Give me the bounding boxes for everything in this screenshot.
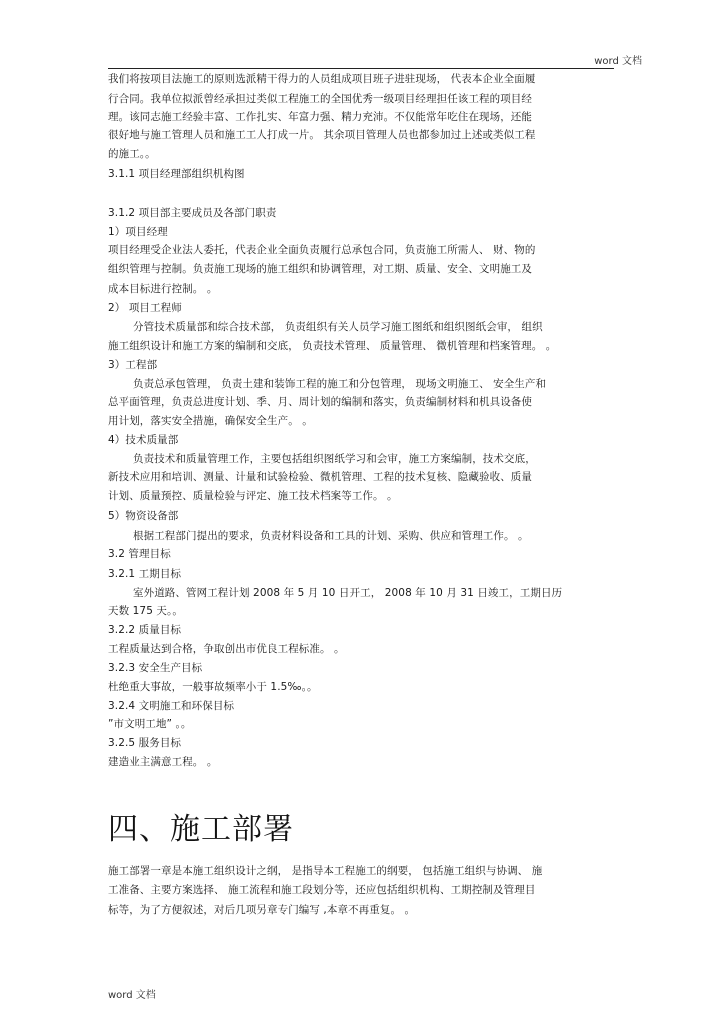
body-line: 工准备、主要方案选择、 施工流程和施工段划分等，还应包括组织机构、工期控制及管理目: [108, 884, 536, 896]
body-line: 负责总承包管理， 负责土建和装饰工程的施工和分包管理， 现场文明施工、 安全生产和: [133, 378, 547, 390]
body-line: 项目经理受企业法人委托，代表企业全面负责履行总承包合同，负责施工所需人、 财、物的: [108, 244, 536, 256]
heading-3-2-2: 3.2.2 质量目标: [108, 624, 182, 636]
body-line: 施工组织设计和施工方案的编制和交底， 负责技术管理、 质量管理、 微机管理和档案管理。 。: [108, 340, 557, 352]
body-line: 负责技术和质量管理工作，主要包括组织图纸学习和会审，施工方案编制，技术交底，: [133, 453, 536, 465]
body-line: 成本目标进行控制。 。: [108, 283, 218, 295]
body-line: 分管技术质量部和综合技术部， 负责组织有关人员学习施工图纸和组织图纸会审， 组织: [133, 321, 543, 333]
body-line: 行合同。我单位拟派曾经承担过类似工程施工的全国优秀一级项目经理担任该工程的项目经: [108, 93, 532, 105]
item-heading: 2） 项目工程师: [108, 302, 182, 314]
heading-3-2: 3.2 管理目标: [108, 548, 171, 560]
heading-3-2-4: 3.2.4 文明施工和环保目标: [108, 700, 235, 712]
heading-3-2-3: 3.2.3 安全生产目标: [108, 662, 203, 674]
body-line: ”市文明工地” 。。: [108, 718, 192, 730]
chapter-heading: 四、施工部署: [108, 812, 294, 847]
page-footer-label: word 文档: [108, 990, 156, 1001]
body-line: 天数 175 天。。: [108, 605, 183, 617]
item-heading: 1）项目经理: [108, 226, 168, 238]
body-line: 根据工程部门提出的要求，负责材料设备和工具的计划、采购、供应和管理工作。 。: [133, 530, 529, 542]
body-line: 组织管理与控制。负责施工现场的施工组织和协调管理，对工期、质量、安全、文明施工及: [108, 263, 532, 275]
item-heading: 3）工程部: [108, 359, 158, 371]
body-line: 我们将按项目法施工的原则选派精干得力的人员组成项目班子进驻现场， 代表本企业全面履: [108, 73, 536, 85]
body-line: 建造业主满意工程。 。: [108, 756, 218, 768]
heading-3-1-2: 3.1.2 项目部主要成员及各部门职责: [108, 207, 277, 219]
item-heading: 5）物资设备部: [108, 510, 179, 522]
item-heading: 4）技术质量部: [108, 434, 179, 446]
heading-3-2-5: 3.2.5 服务目标: [108, 737, 182, 749]
body-line: 杜绝重大事故，一般事故频率小于 1.5‰。。: [108, 681, 318, 693]
body-line: 计划、质量预控、质量检验与评定、施工技术档案等工作。 。: [108, 490, 398, 502]
body-line: 标等，为了方便叙述，对后几项另章专门编写 ,本章不再重复。 。: [108, 904, 416, 916]
body-line: 室外道路、管网工程计划 2008 年 5 月 10 日开工， 2008 年 10 月 31 日竣工，工期日历: [133, 587, 563, 599]
header-rule: [108, 68, 614, 69]
body-line: 总平面管理，负责总进度计划、季、月、周计划的编制和落实，负责编制材料和机具设备使: [108, 396, 532, 408]
body-line: 新技术应用和培训、测量、计量和试验检验、微机管理、工程的技术复核、隐藏验收、质量: [108, 471, 532, 483]
body-line: 很好地与施工管理人员和施工工人打成一片。 其余项目管理人员也都参加过上述或类似工程: [108, 129, 536, 141]
page-header-label: word 文档: [594, 56, 642, 67]
body-line: 理。该同志施工经验丰富、工作扎实、年富力强、精力充沛。不仅能常年吃住在现场，还能: [108, 111, 532, 123]
body-line: 的施工。。: [108, 148, 156, 160]
heading-3-1-1: 3.1.1 项目经理部组织机构图: [108, 168, 245, 180]
body-line: 施工部署一章是本施工组织设计之纲， 是指导本工程施工的纲要， 包括施工组织与协调、 施: [108, 865, 543, 877]
body-line: 工程质量达到合格，争取创出市优良工程标准。 。: [108, 643, 345, 655]
body-line: 用计划，落实安全措施，确保安全生产。 。: [108, 415, 313, 427]
heading-3-2-1: 3.2.1 工期目标: [108, 568, 182, 580]
